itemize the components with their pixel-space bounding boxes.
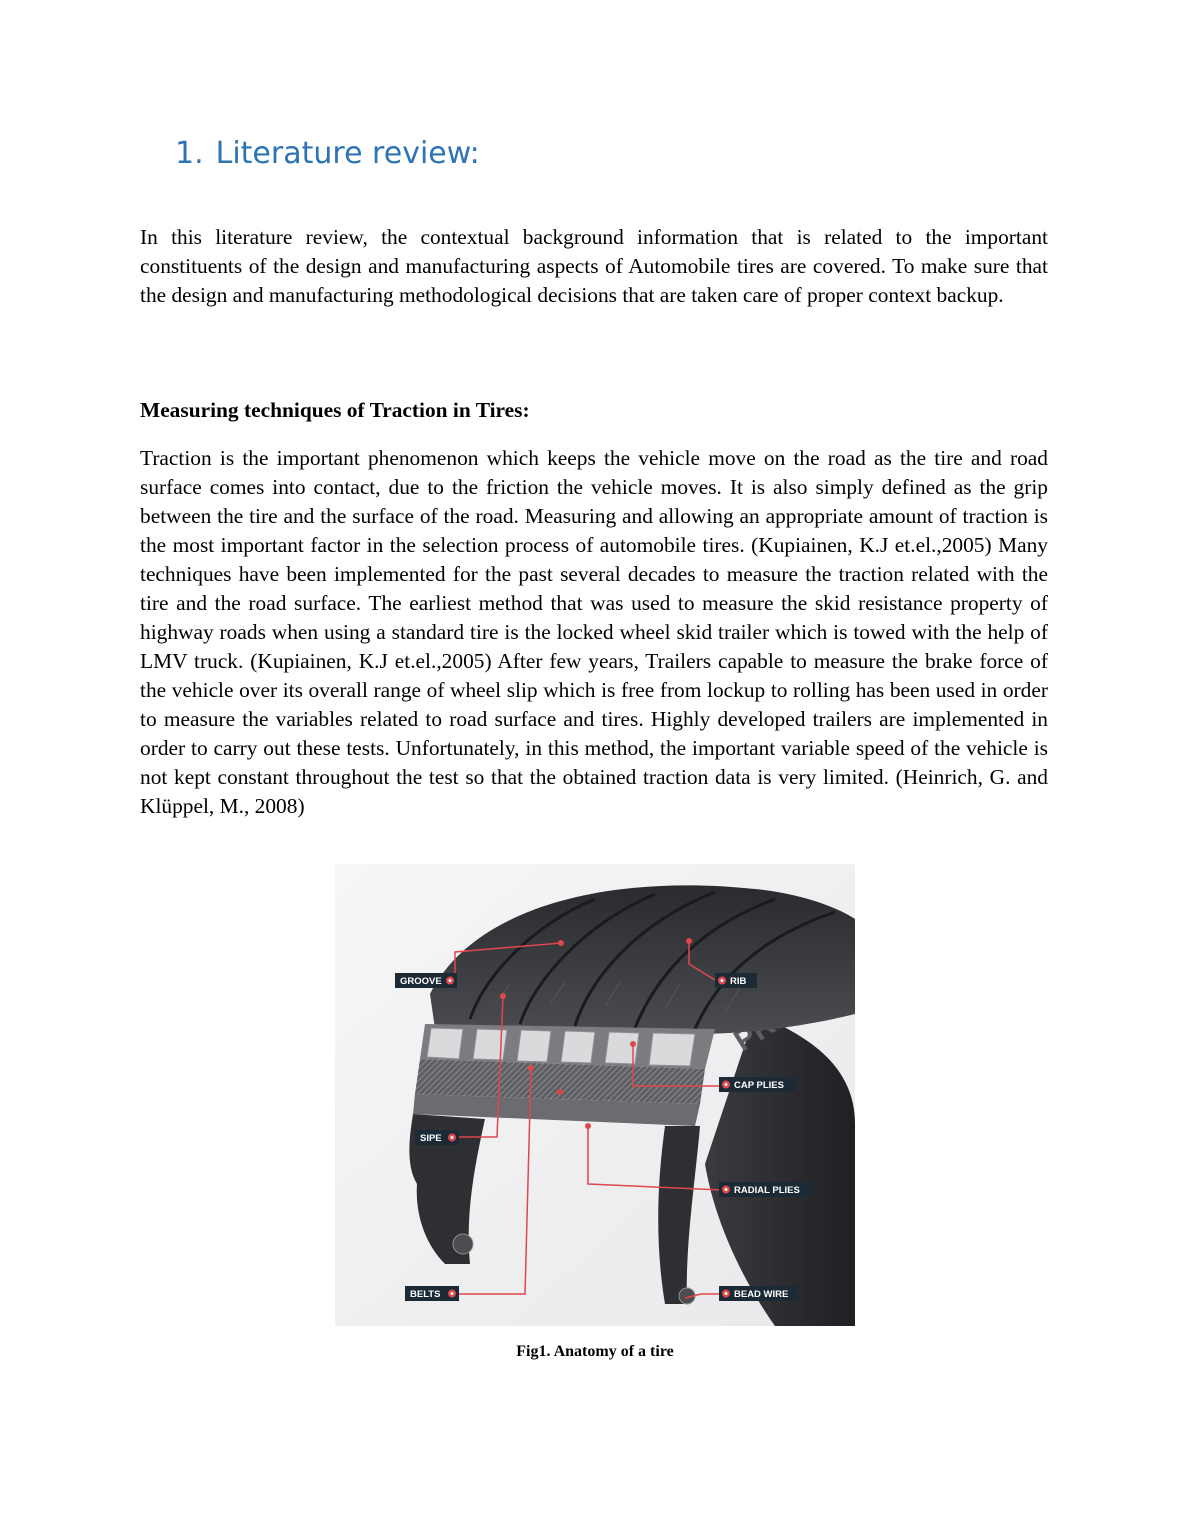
svg-text:BELTS: BELTS (410, 1289, 441, 1300)
label-groove (395, 973, 457, 988)
tire-anatomy-figure (335, 864, 855, 1326)
svg-text:GROOVE: GROOVE (400, 976, 442, 987)
svg-text:RADIAL PLIES: RADIAL PLIES (734, 1185, 800, 1196)
svg-text:BEAD WIRE: BEAD WIRE (734, 1289, 789, 1300)
label-bead-wire (719, 1286, 797, 1301)
body-paragraph: Traction is the important phenomenon which keeps the vehicle move on the road as the tire and road surface comes into contact, due to the friction the vehicle moves. It is also simply defined as the grip between the tire and the surface of the road. Measuring and allowing an appropriate amount of traction is the most important factor in the selection process of automobile tires. (Kupiainen, K.J et.el.,2005) Many techniques have been implemented for the past several decades to measure the traction related with the tire and the road surface. The earliest method that was used to measure the skid resistance property of highway roads when using a standard tire is the locked wheel skid trailer which is towed with the help of LMV truck. (Kupiainen, K.J et.el.,2005) After few years, Trailers capable to measure the brake force of the vehicle over its overall range of wheel slip which is free from lockup to rolling has been used in order to measure the variables related to road surface and tires. Highly developed trailers are implemented in order to carry out these tests. Unfortunately, in this method, the important variable speed of the vehicle is not kept constant throughout the test so that the obtained traction data is very limited. (Heinrich, G. and Klüppel, M., 2008) (140, 446, 1048, 818)
tire-diagram (335, 864, 855, 1326)
section-number: 1. (175, 136, 204, 171)
subsection-heading: Measuring techniques of Traction in Tires: (140, 398, 530, 422)
label-belts (405, 1286, 459, 1301)
svg-text:RIB: RIB (730, 976, 747, 987)
label-radial-plies (719, 1182, 811, 1197)
label-rib (715, 973, 757, 988)
svg-text:SIPE: SIPE (420, 1133, 442, 1144)
bead-left (453, 1234, 473, 1254)
label-sipe (415, 1130, 459, 1145)
section-heading (175, 136, 480, 171)
intro-paragraph: In this literature review, the contextual background information that is related to the important constituents of the design and manufacturing aspects of Automobile tires are covered. To make sure that the design and manufacturing methodological decisions that are taken care of proper context backup. (140, 225, 1048, 307)
figure-caption: Fig1. Anatomy of a tire (516, 1343, 674, 1360)
label-cap-plies (719, 1077, 795, 1092)
svg-text:CAP PLIES: CAP PLIES (734, 1080, 784, 1091)
section-title: Literature review: (215, 136, 480, 171)
